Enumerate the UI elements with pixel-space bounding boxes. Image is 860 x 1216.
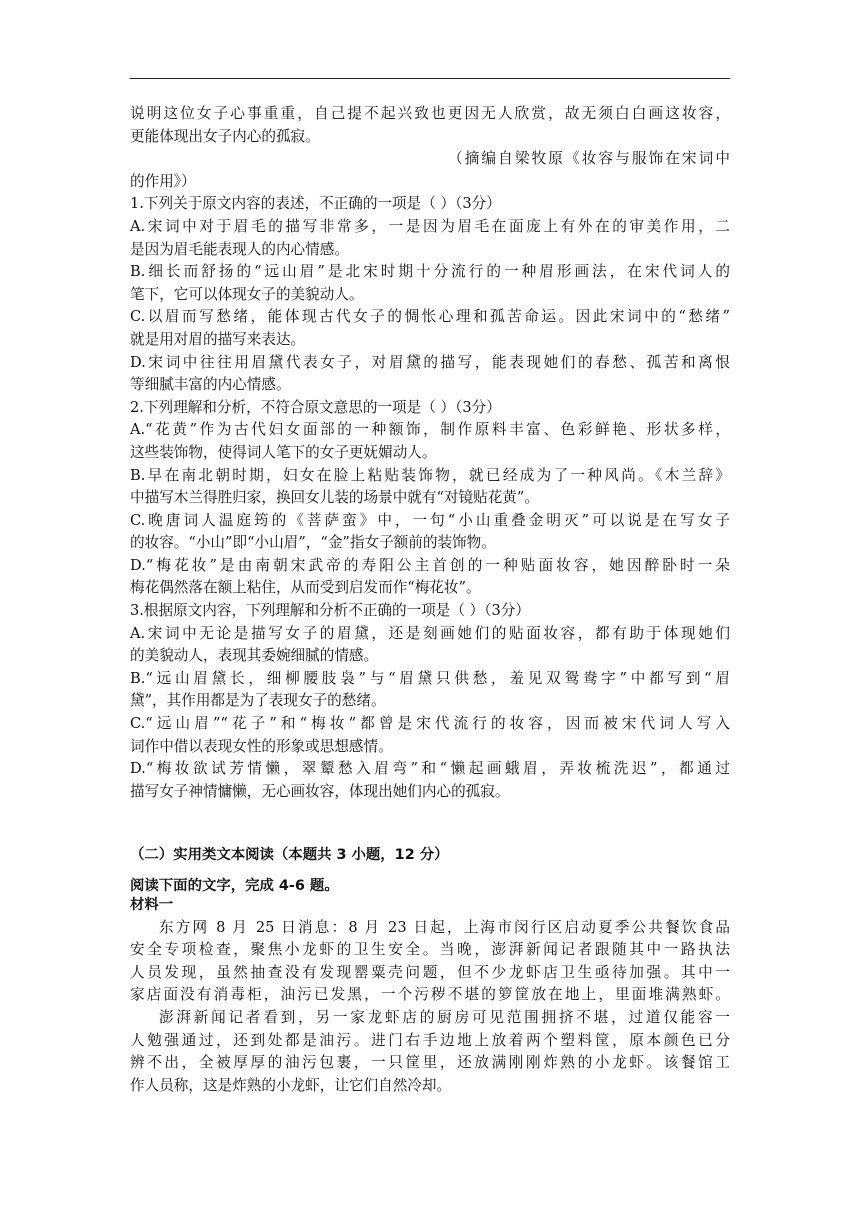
option-a-line: A.“花黄”作为古代妇女面部的一种额饰，制作原料丰富、色彩鲜艳、形状多样，	[130, 421, 730, 439]
material-line: 东方网 8 月 25 日消息：8 月 23 日起，上海市闵行区启动夏季公共餐饮食品	[159, 918, 730, 936]
passage-line: 更能体现出女子内心的孤寂。	[130, 127, 320, 145]
option-b-line: B.细长而舒扬的“远山眉”是北宋时期十分流行的一种眉形画法，在宋代词人的	[130, 263, 730, 281]
material-line: 人勉强通过，还到处都是油污。进门右手边地上放着两个塑料筐，原本颜色已分	[130, 1031, 730, 1049]
material-line: 作人员称，这是炸熟的小龙虾，让它们自然冷却。	[130, 1076, 452, 1094]
option-c-line: 的妆容。“小山”即“小山眉”，“金”指女子额前的装饰物。	[130, 534, 496, 552]
question-3	[130, 600, 730, 803]
material-line: 澎湃新闻记者看到，另一家龙虾店的厨房可见范围拥挤不堪，过道仅能容一	[159, 1008, 730, 1026]
section-instruction: 阅读下面的文字，完成 4-6 题。	[130, 878, 339, 894]
option-c-line: C.“远山眉”“花子”和“梅妆”都曾是宋代流行的妆容，因而被宋代词人写入	[130, 715, 730, 733]
option-b-line: 笔下，它可以体现女子的美貌动人。	[130, 285, 364, 303]
option-d-line: D.宋词中往往用眉黛代表女子，对眉黛的描写，能表现她们的春愁、孤苦和离恨	[130, 353, 730, 371]
question-stem: 1.下列关于原文内容的表述，不正确的一项是（ ）（3分）	[130, 195, 501, 213]
citation-line: 的作用》）	[130, 172, 196, 190]
option-b-line: B.早在南北朝时期，妇女在脸上粘贴装饰物，就已经成为了一种风尚。《木兰辞》	[130, 466, 730, 484]
question-stem: 3.根据原文内容，下列理解和分析不正确的一项是（ ）（3分）	[130, 602, 530, 620]
material-line: 安全专项检查，聚焦小龙虾的卫生安全。当晚，澎湃新闻记者跟随其中一路执法	[130, 941, 730, 959]
option-c-line: C.以眉而写愁绪，能体现古代女子的惆怅心理和孤苦命运。因此宋词中的“愁绪”	[130, 308, 730, 326]
citation-line: （摘编自梁牧原《妆容与服饰在宋词中	[448, 150, 730, 168]
option-d-line: D.“梅花妆”是由南朝宋武帝的寿阳公主首创的一种贴面妆容，她因醉卧时一朵	[130, 556, 730, 574]
option-d-line: D.“梅妆欲试芳情懒，翠颦愁入眉弯”和“懒起画蛾眉，弄妆梳洗迟”，都通过	[130, 760, 730, 778]
material-line: 家店面没有消毒柜，油污已发黑，一个污秽不堪的箩筐放在地上，里面堆满熟虾。	[130, 986, 730, 1004]
option-c-line: 词作中借以表现女性的形象或思想感情。	[130, 737, 393, 755]
option-a-line: 是因为眉毛能表现人的内心情感。	[130, 240, 349, 258]
option-a-line: A.宋词中对于眉毛的描写非常多，一是因为眉毛在面庞上有外在的审美作用，二	[130, 217, 730, 235]
document-body	[130, 103, 730, 803]
material-line: 人员发现，虽然抽查没有发现罂粟壳问题，但不少龙虾店卫生亟待加强。其中一	[130, 963, 730, 981]
option-d-line: 描写女子神情慵懒，无心画妆容，体现出她们内心的孤寂。	[130, 782, 510, 800]
option-c-line: 就是用对眉的描写来表达。	[130, 330, 306, 348]
passage-line: 说明这位女子心事重重，自己提不起兴致也更因无人欣赏，故无须白白画这妆容，	[130, 105, 730, 122]
material-label: 材料一	[130, 897, 174, 913]
section-title: （二）实用类文本阅读（本题共 3 小题，12 分）	[130, 847, 449, 863]
option-d-line: 等细腻丰富的内心情感。	[130, 376, 291, 394]
option-c-line: C.晚唐词人温庭筠的《菩萨蛮》中，一句“小山重叠金明灭”可以说是在写女子	[130, 511, 730, 529]
question-stem: 2.下列理解和分析，不符合原文意思的一项是（ ）（3分）	[130, 398, 501, 416]
option-b-line: 黛”，其作用都是为了表现女子的愁绪。	[130, 692, 386, 710]
material-one	[130, 894, 730, 1097]
question-2	[130, 397, 730, 600]
question-1	[130, 193, 730, 396]
header-rule	[130, 78, 730, 79]
option-a-line: 这些装饰物，使得词人笔下的女子更妩媚动人。	[130, 443, 437, 461]
option-a-line: 的美貌动人，表现其委婉细腻的情感。	[130, 647, 379, 665]
option-d-line: 梅花偶然落在额上粘住，从而受到启发而作“梅花妆”。	[130, 579, 481, 597]
option-b-line: 中描写木兰得胜归家，换回女儿装的场景中就有“对镜贴花黄”。	[130, 489, 539, 507]
material-line: 辨不出，全被厚厚的油污包裹，一只筐里，还放满刚刚炸熟的小龙虾。该餐馆工	[130, 1054, 730, 1072]
option-b-line: B.“远山眉黛长，细柳腰肢袅”与“眉黛只供愁，羞见双鸳鸯字”中都写到“眉	[130, 669, 730, 687]
option-a-line: A.宋词中无论是描写女子的眉黛，还是刻画她们的贴面妆容，都有助于体现她们	[130, 624, 730, 642]
